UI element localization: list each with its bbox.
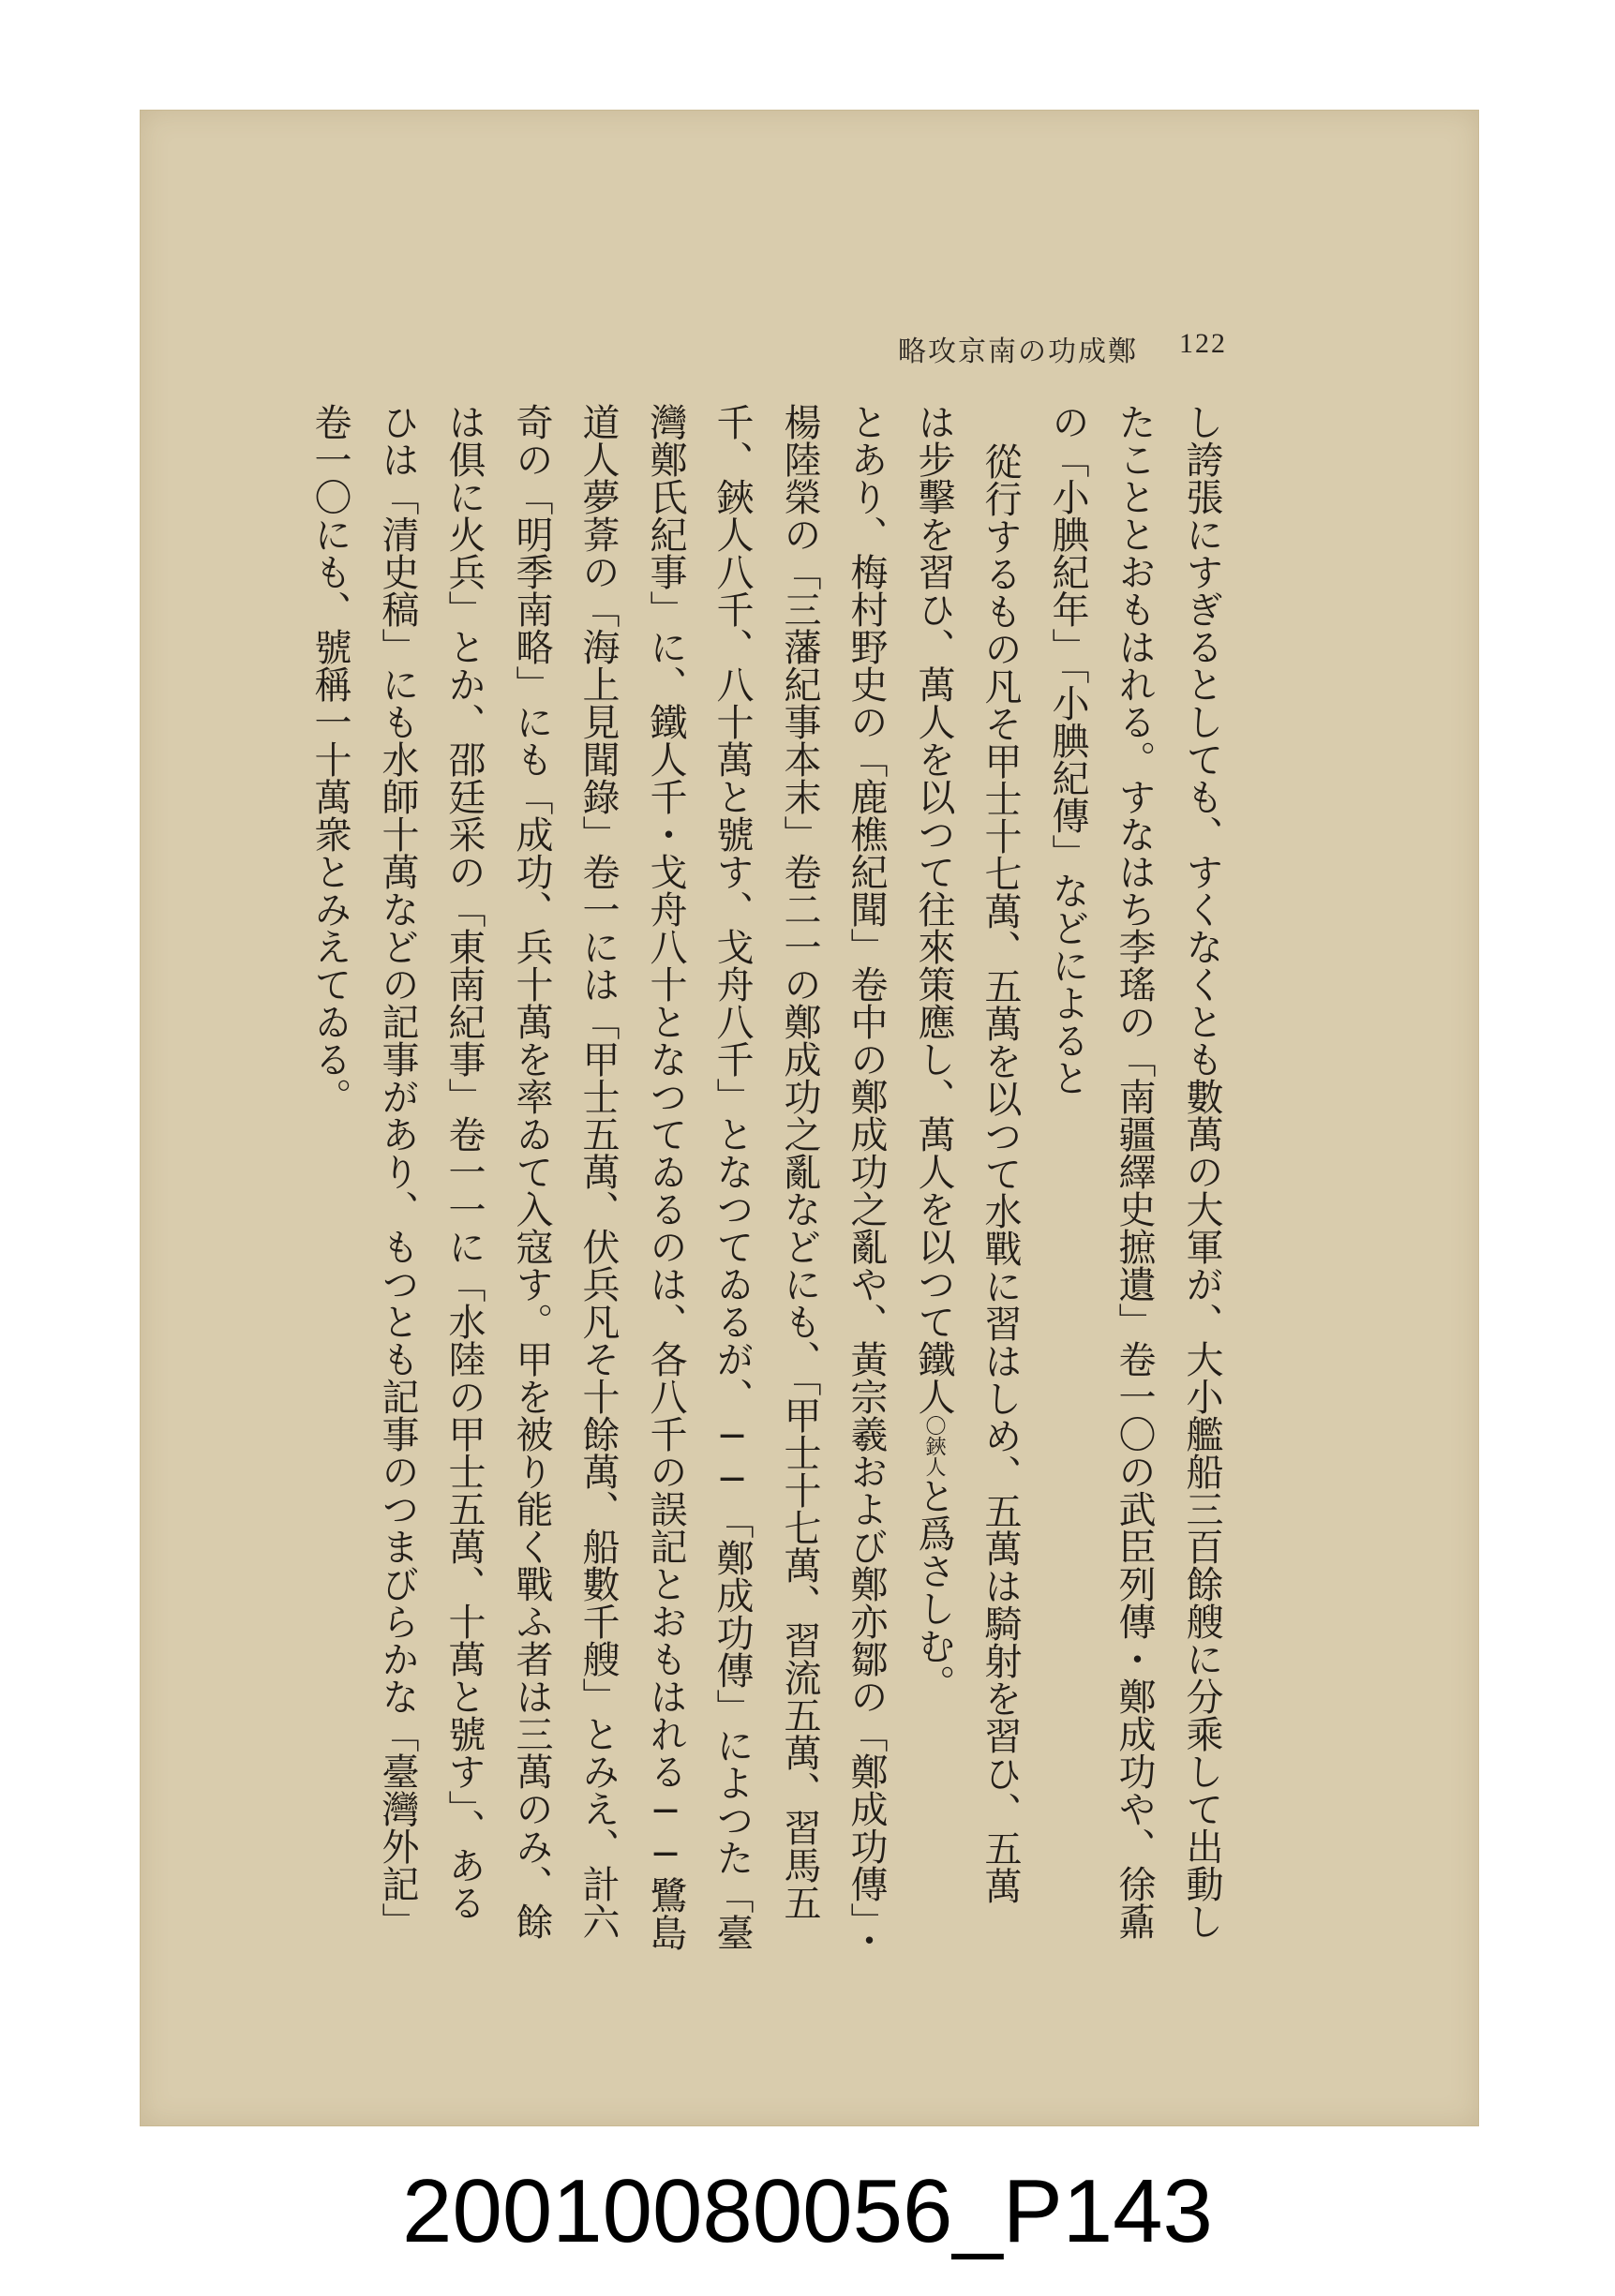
text-column-5	[900, 403, 967, 2015]
text-column-8: 千、鋏人八千、八十萬と號す、戈舟八千」となつてゐるが、──「鄭成功傳」によつた「臺	[710, 403, 754, 1951]
text-column-14: 卷一〇にも、號稱一十萬衆とみえてゐる。	[308, 403, 351, 1115]
scan-identifier-caption: 20010080056_P143	[402, 2161, 1213, 2261]
text-column-6: とあり、梅村野史の「鹿樵紀聞」卷中の鄭成功之亂や、黃宗羲および鄭亦鄒の「鄭成功傳」・	[845, 403, 888, 1959]
text-column-1: し誇張にすぎるとしても、すくなくとも數萬の大軍が、大小艦船三百餘艘に分乘して出動し	[1180, 403, 1223, 1940]
text-column-11: 奇の「明季南略」にも「成功、兵十萬を率ゐて入寇す。甲を被り能く戰ふ者は三萬のみ、餘	[510, 403, 553, 1940]
running-title: 略攻京南の功成鄭	[898, 335, 1138, 368]
text-column-13: ひは「清史稿」にも水師十萬などの記事があり、もつとも記事のつまびらかな「臺灣外記」	[376, 403, 419, 1940]
text-column-3: の「小腆紀年」「小腆紀傳」などによると	[1046, 403, 1089, 1096]
text-column-12: は俱に火兵」とか、邵廷采の「東南紀事」卷一一に「水陸の甲士五萬、十萬と號す」、ある	[442, 403, 486, 1921]
text-column-7: 楊陸榮の「三藩紀事本末」卷二一の鄭成功之亂などにも、「甲士十七萬、習流五萬、習馬五	[778, 403, 821, 1921]
interlinear-note: 〇鋏人	[922, 1415, 946, 1477]
page-number: 122	[1179, 328, 1227, 359]
text-column-4: 從行するもの凡そ甲士十七萬、五萬を以つて水戰に習はしめ、五萬は騎射を習ひ、五萬	[979, 442, 1022, 1904]
text-column-5-before: は步擊を習ひ、萬人を以つて往來策應し、萬人を以つて鐵人	[912, 403, 955, 1415]
text-column-9: 灣鄭氏紀事」に、鐵人千・戈舟八十となつてゐるのは、各八千の誤記とおもはれる──鷺島	[644, 403, 687, 1951]
text-column-10: 道人夢葊の「海上見聞錄」卷一には「甲士五萬、伏兵凡そ十餘萬、船數千艘」とみえ、計六	[576, 403, 620, 1940]
text-column-5-after: と爲さしむ。	[912, 1477, 955, 1702]
text-column-2: たこととおもはれる。すなはち李瑤の「南疆繹史摭遺」卷一〇の武臣列傳・鄭成功や、徐鼒	[1113, 403, 1156, 1940]
